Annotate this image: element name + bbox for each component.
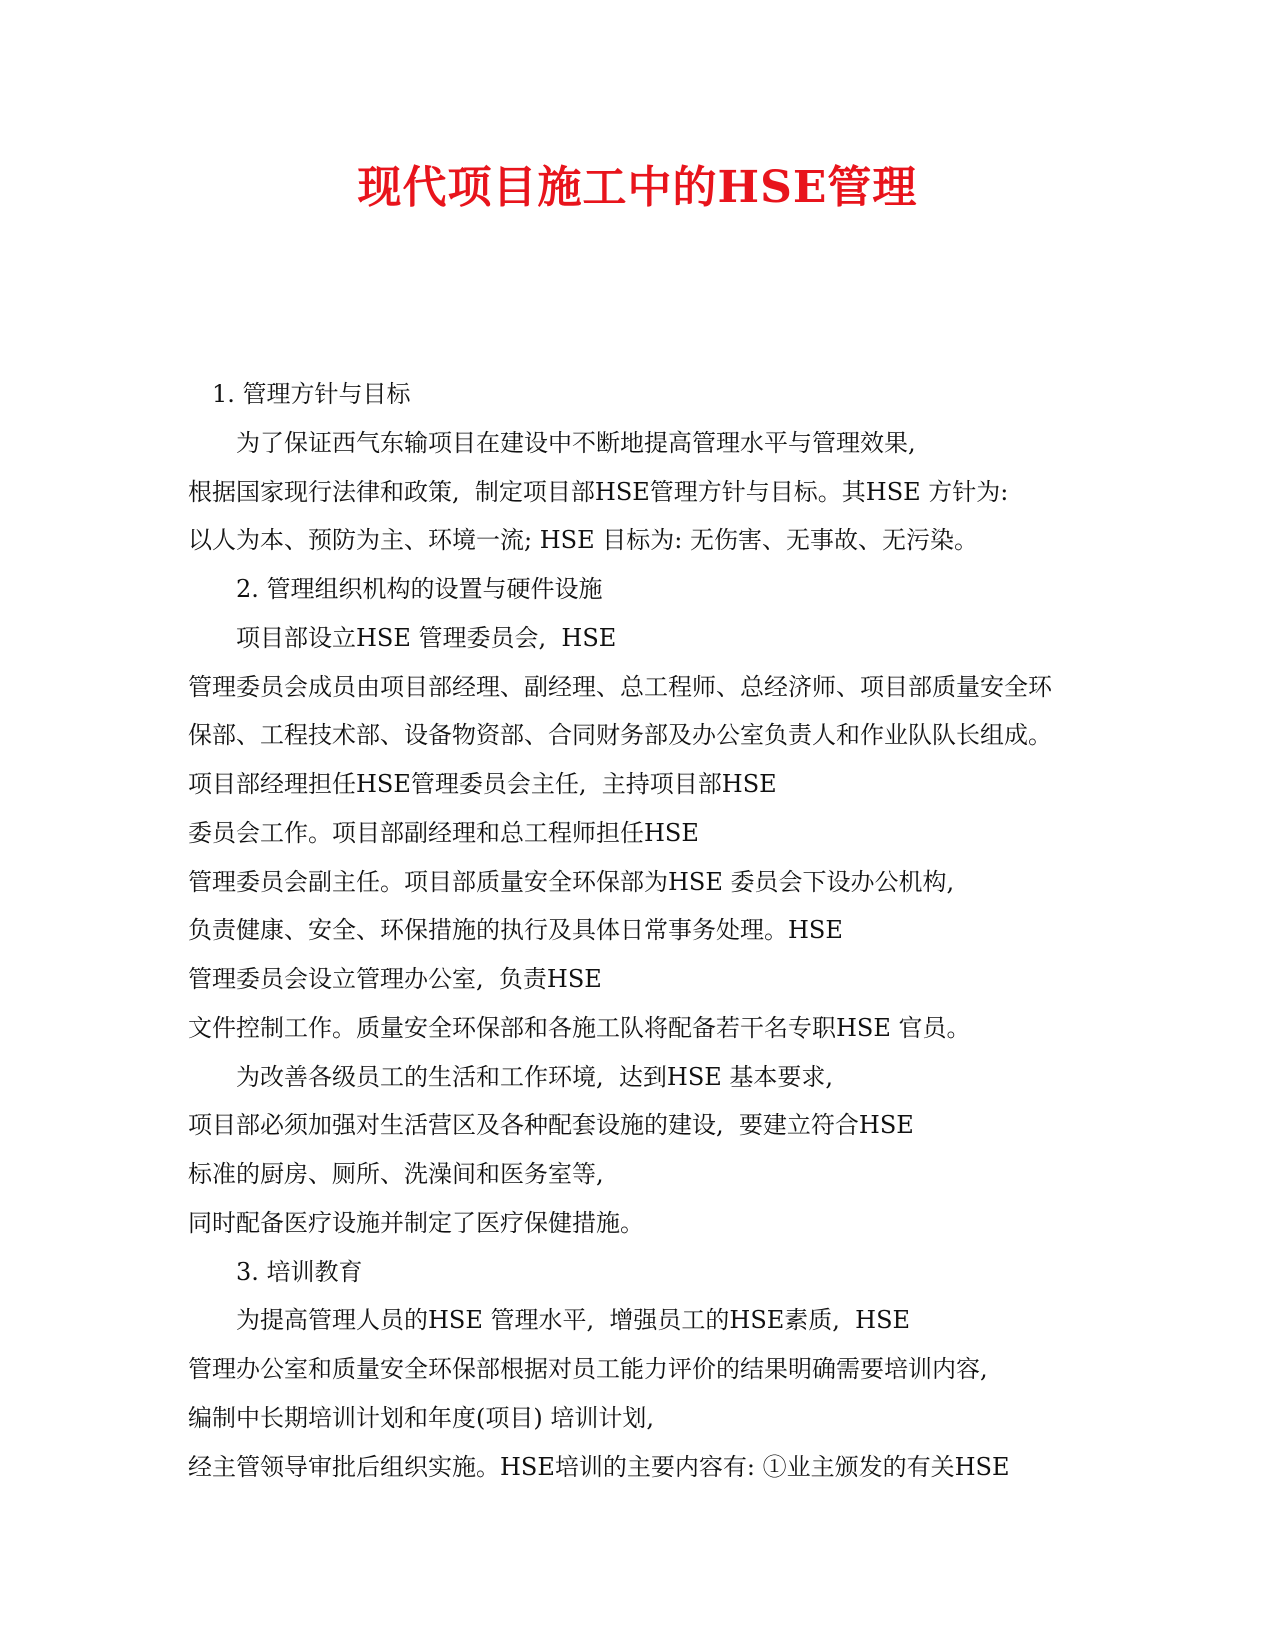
body-line: 1. 管理方针与目标 xyxy=(212,380,411,408)
body-line: 经主管领导审批后组织实施。HSE培训的主要内容有: ①业主颁发的有关HSE xyxy=(188,1452,1010,1481)
body-line: 编制中长期培训计划和年度(项目) 培训计划, xyxy=(188,1403,654,1432)
body-line: 同时配备医疗设施并制定了医疗保健措施。 xyxy=(188,1208,644,1237)
body-line: 管理办公室和质量安全环保部根据对员工能力评价的结果明确需要培训内容, xyxy=(188,1355,988,1383)
body-line: 根据国家现行法律和政策, 制定项目部HSE管理方针与目标。其HSE 方针为: xyxy=(188,477,1009,506)
document-title: 现代项目施工中的HSE管理 xyxy=(357,162,918,213)
body-line: 文件控制工作。质量安全环保部和各施工队将配备若干名专职HSE 官员。 xyxy=(188,1013,971,1042)
body-line: 3. 培训教育 xyxy=(236,1257,363,1286)
body-line: 标准的厨房、厕所、洗澡间和医务室等, xyxy=(188,1160,604,1188)
body-line: 为了保证西气东输项目在建设中不断地提高管理水平与管理效果, xyxy=(236,428,916,457)
body-line: 项目部经理担任HSE管理委员会主任, 主持项目部HSE xyxy=(188,770,777,798)
body-line: 为改善各级员工的生活和工作环境, 达到HSE 基本要求, xyxy=(236,1062,834,1091)
body-line: 管理委员会设立管理办公室, 负责HSE xyxy=(188,965,602,993)
body-line: 2. 管理组织机构的设置与硬件设施 xyxy=(236,575,603,603)
body-line: 管理委员会副主任。项目部质量安全环保部为HSE 委员会下设办公机构, xyxy=(188,867,955,896)
body-line: 项目部必须加强对生活营区及各种配套设施的建设, 要建立符合HSE xyxy=(188,1111,914,1140)
body-line: 负责健康、安全、环保措施的执行及具体日常事务处理。HSE xyxy=(188,916,843,945)
body-line: 以人为本、预防为主、环境一流; HSE 目标为: 无伤害、无事故、无污染。 xyxy=(188,526,978,555)
body-line: 项目部设立HSE 管理委员会, HSE xyxy=(236,623,617,652)
body-line: 委员会工作。项目部副经理和总工程师担任HSE xyxy=(188,818,699,847)
body-line: 管理委员会成员由项目部经理、副经理、总工程师、总经济师、项目部质量安全环 xyxy=(188,672,1052,701)
body-line: 保部、工程技术部、设备物资部、合同财务部及办公室负责人和作业队队长组成。 xyxy=(188,721,1052,750)
body-line: 为提高管理人员的HSE 管理水平, 增强员工的HSE素质, HSE xyxy=(236,1306,911,1335)
document-body xyxy=(188,370,1108,1491)
